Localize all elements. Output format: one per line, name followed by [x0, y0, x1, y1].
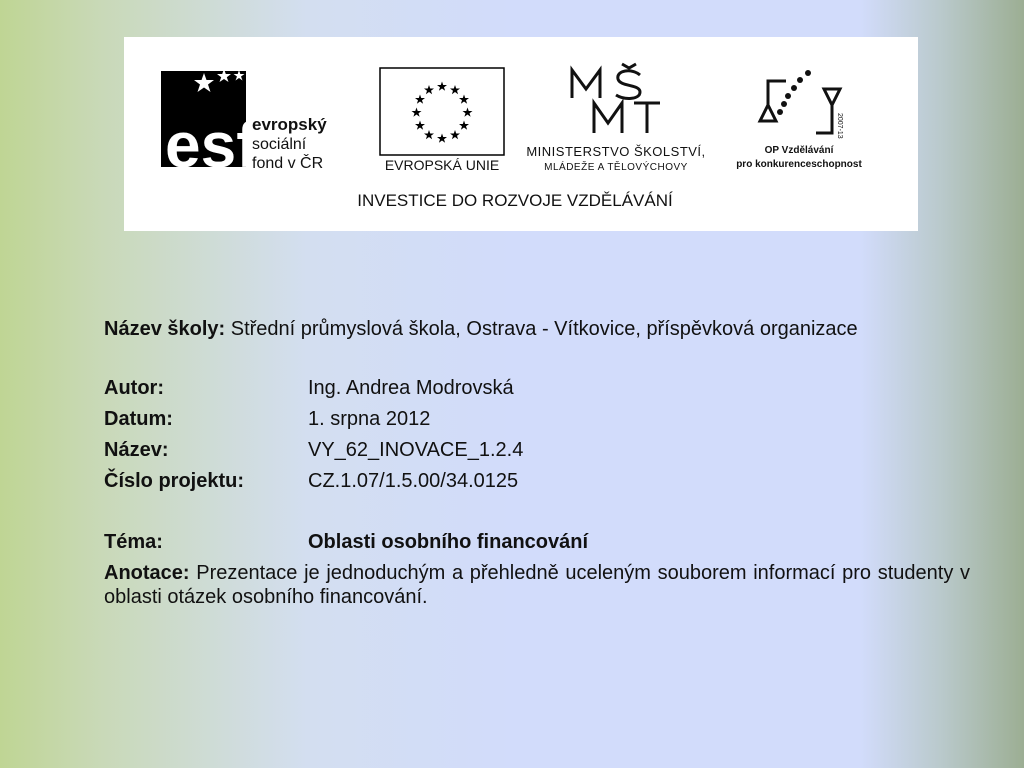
project-number-value: CZ.1.07/1.5.00/34.0125	[308, 469, 519, 492]
banner-tagline: INVESTICE DO ROZVOJE VZDĚLÁVÁNÍ	[357, 191, 673, 210]
school-value: Střední průmyslová škola, Ostrava - Vítkovice, příspěvková organizace	[230, 318, 858, 340]
esf-text-line2: sociální	[252, 136, 307, 153]
author-row	[104, 372, 970, 403]
name-label: Název:	[104, 438, 169, 461]
op-vzdelavani-logo	[736, 70, 862, 170]
msmt-text-line2: MLÁDEŽE A TĚLOVÝCHOVY	[544, 162, 688, 173]
date-row	[104, 403, 970, 434]
op-text-line2: pro konkurenceschopnost	[736, 159, 862, 170]
annotation-value: Prezentace je jednoduchým a přehledně uceleným souborem informací pro studenty v oblasti otázek osobního financování.	[104, 562, 970, 608]
esf-letters: esf	[165, 109, 258, 181]
school-line	[104, 316, 970, 342]
esf-logo	[161, 69, 327, 181]
logo-banner	[124, 37, 918, 231]
annotation	[104, 561, 970, 609]
author-label: Autor:	[104, 376, 164, 399]
annotation-label: Anotace:	[104, 562, 190, 584]
name-value: VY_62_INOVACE_1.2.4	[308, 438, 524, 461]
op-dots-icon	[777, 70, 811, 115]
eu-flag-frame	[380, 68, 504, 155]
msmt-monogram-icon	[572, 64, 660, 133]
author-value: Ing. Andrea Modrovská	[308, 376, 514, 399]
school-label: Název školy:	[104, 318, 226, 340]
topic-label: Téma:	[104, 530, 163, 553]
topic-value: Oblasti osobního financování	[308, 530, 589, 553]
project-number-label: Číslo projektu:	[104, 469, 245, 492]
msmt-logo	[526, 64, 705, 173]
project-info	[104, 316, 970, 609]
date-value: 1. srpna 2012	[308, 407, 431, 430]
esf-text-line1: evropský	[252, 115, 327, 134]
msmt-text-line1: MINISTERSTVO ŠKOLSTVÍ,	[526, 144, 706, 159]
eu-label: EVROPSKÁ UNIE	[384, 157, 500, 173]
eu-flag-logo	[380, 68, 504, 173]
date-label: Datum:	[104, 407, 173, 430]
op-text-line1: OP Vzdělávání	[764, 145, 834, 156]
topic-row	[104, 526, 970, 557]
project-number-row	[104, 465, 970, 496]
op-years: 2007-13	[836, 113, 843, 139]
esf-text-line3: fond v ČR	[252, 155, 324, 172]
name-row	[104, 434, 970, 465]
op-arrows-icon	[760, 81, 840, 133]
